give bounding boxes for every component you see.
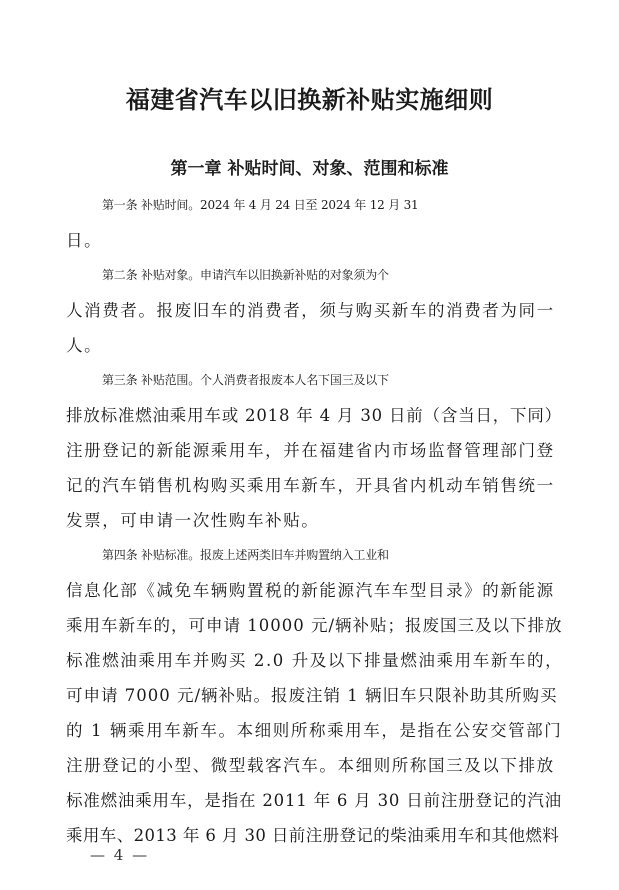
text-line: 第一条 补贴时间。2024 年 4 月 24 日至 2024 年 12 月 31 [102,198,419,212]
text-line: 标准燃油乘用车并购买 2.0 升及以下排量燃油乘用车新车的， [66,651,564,670]
text-line: 可申请 7000 元/辆补贴。报废注销 1 辆旧车只限补助其所购买 [66,686,558,705]
text-line: 第四条 补贴标准。报废上述两类旧车并购置纳入工业和 [102,548,389,562]
body-text [66,188,562,853]
text-line: 第三条 补贴范围。个人消费者报废本人名下国三及以下 [102,373,389,387]
text-line: 日。 [66,231,103,250]
text-line: 发票，可申请一次性购车补贴。 [66,511,320,530]
page-number: — 4 — [90,846,150,864]
chapter-title: 第一章 补贴时间、对象、范围和标准 [170,159,449,179]
text-line: 标准燃油乘用车，是指在 2011 年 6 月 30 日前注册登记的汽油 [66,791,562,810]
text-line: 注册登记的新能源乘用车，并在福建省内市场监督管理部门登 [66,441,555,460]
text-line: 注册登记的小型、微型载客汽车。本细则所称国三及以下排放 [66,756,555,775]
text-line: 乘用车新车的，可申请 10000 元/辆补贴；报废国三及以下排放 [66,616,563,635]
text-line: 第二条 补贴对象。申请汽车以旧换新补贴的对象须为个 [102,268,389,282]
text-line: 记的汽车销售机构购买乘用车新车，开具省内机动车销售统一 [66,476,555,495]
text-line: 信息化部《减免车辆购置税的新能源汽车车型目录》的新能源 [66,581,555,600]
text-line: 人消费者。报废旧车的消费者，须与购买新车的消费者为同一 [66,301,555,320]
text-line: 乘用车、2013 年 6 月 30 日前注册登记的柴油乘用车和其他燃料 [66,826,560,845]
document-title: 福建省汽车以旧换新补贴实施细则 [125,85,494,114]
text-line: 的 1 辆乘用车新车。本细则所称乘用车，是指在公安交管部门 [66,721,563,740]
text-line: 排放标准燃油乘用车或 2018 年 4 月 30 日前（含当日，下同） [66,406,562,425]
text-line: 人。 [66,336,103,355]
